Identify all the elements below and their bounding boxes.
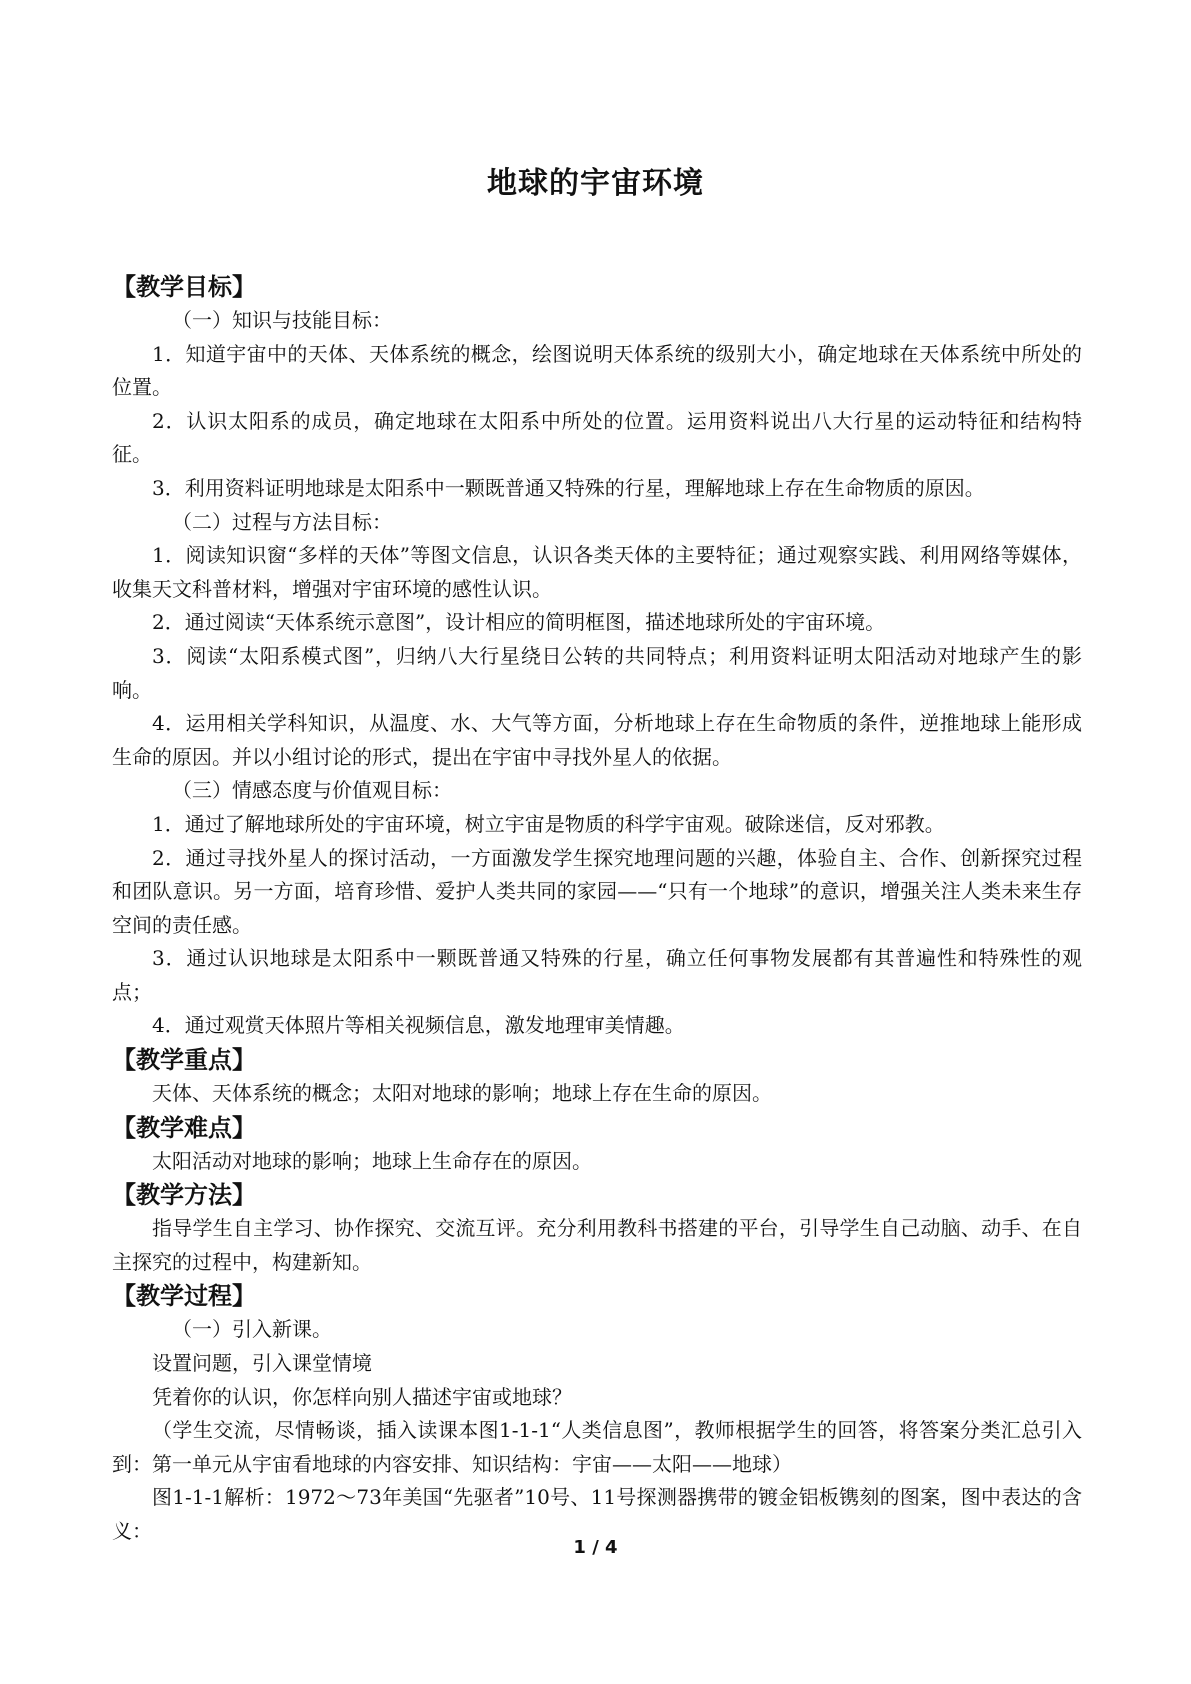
subsection-heading: （一）引入新课。 [172,1317,332,1342]
section-heading: 【教学目标】 [112,273,256,301]
paragraph: 设置问题，引入课堂情境 [152,1351,372,1376]
document-body [112,270,1082,1549]
paragraph: 天体、天体系统的概念；太阳对地球的影响；地球上存在生命的原因。 [152,1081,772,1106]
paragraph: 4．通过观赏天体照片等相关视频信息，激发地理审美情趣。 [152,1013,685,1038]
document-title: 地球的宇宙环境 [487,166,704,201]
paragraph: 1．通过了解地球所处的宇宙环境，树立宇宙是物质的科学宇宙观。破除迷信，反对邪教。 [152,811,945,836]
paragraph: 3．阅读“太阳系模式图”，归纳八大行星绕日公转的共同特点；利用资料证明太阳活动对地球产生的影响。 [112,643,1082,702]
section-heading: 【教学方法】 [112,1181,256,1210]
paragraph: 2．通过寻找外星人的探讨活动，一方面激发学生探究地理问题的兴趣，体验自主、合作、创新探究过程和团队意识。另一方面，培育珍惜、爱护人类共同的家园——“只有一个地球”的意识，增强关注人类未来生存空间的责任感。 [112,845,1082,937]
paragraph: 3．利用资料证明地球是太阳系中一颗既普通又特殊的行星，理解地球上存在生命物质的原因。 [152,475,985,500]
paragraph: 2．通过阅读“天体系统示意图”，设计相应的简明框图，描述地球所处的宇宙环境。 [152,610,886,635]
paragraph: 凭着你的认识，你怎样向别人描述宇宙或地球？ [152,1384,572,1409]
page-number: 1 / 4 [573,1537,618,1558]
section-heading: 【教学重点】 [112,1046,256,1075]
paragraph: 指导学生自主学习、协作探究、交流互评。充分利用教科书搭建的平台，引导学生自己动脑、动手、在自主探究的过程中，构建新知。 [112,1216,1082,1274]
paragraph: 3．通过认识地球是太阳系中一颗既普通又特殊的行星，确立任何事物发展都有其普遍性和特殊性的观点； [112,946,1082,1004]
section-heading: 【教学难点】 [112,1113,256,1142]
paragraph: 4．运用相关学科知识，从温度、水、大气等方面，分析地球上存在生命物质的条件，逆推地球上能形成生命的原因。并以小组讨论的形式，提出在宇宙中寻找外星人的依据。 [112,711,1082,769]
paragraph: 1．知道宇宙中的天体、天体系统的概念，绘图说明天体系统的级别大小，确定地球在天体系统中所处的位置。 [112,341,1082,400]
section-heading: 【教学过程】 [112,1282,256,1311]
paragraph: （学生交流，尽情畅谈，插入读课本图1-1-1“人类信息图”，教师根据学生的回答，将答案分类汇总引入到：第一单元从宇宙看地球的内容安排、知识结构：宇宙——太阳——地球） [112,1418,1082,1476]
paragraph: 2．认识太阳系的成员，确定地球在太阳系中所处的位置。运用资料说出八大行星的运动特征和结构特征。 [112,408,1082,467]
subsection-heading: （二）过程与方法目标： [172,509,392,534]
subsection-heading: （三）情感态度与价值观目标： [172,778,452,803]
subsection-heading: （一）知识与技能目标： [172,308,392,332]
paragraph: 图1-1-1解析：1972～73年美国“先驱者”10号、11号探测器携带的镀金铝板镌刻的图案，图中表达的含义： [112,1485,1082,1543]
paragraph: 1．阅读知识窗“多样的天体”等图文信息，认识各类天体的主要特征；通过观察实践、利用网络等媒体，收集天文科普材料，增强对宇宙环境的感性认识。 [112,543,1082,601]
paragraph: 太阳活动对地球的影响；地球上生命存在的原因。 [152,1148,592,1173]
